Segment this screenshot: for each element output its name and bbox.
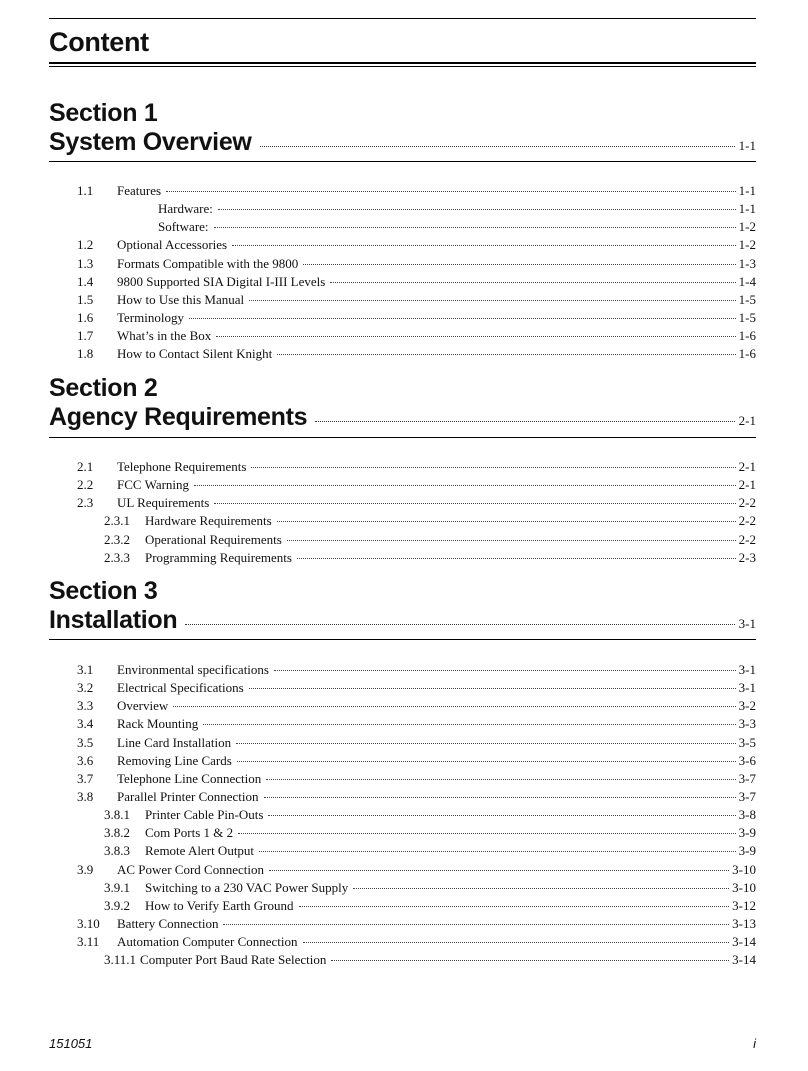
toc-entry-number: 2.3.2 — [104, 531, 130, 547]
toc-entry[interactable] — [0, 734, 808, 752]
dot-leader — [218, 209, 736, 210]
toc-entry-title: Electrical Specifications — [117, 680, 244, 696]
section-2-title: Agency Requirements — [49, 403, 308, 431]
dot-leader — [173, 706, 735, 707]
dot-leader — [166, 191, 736, 192]
dot-leader — [268, 815, 735, 816]
toc-entry-line — [145, 531, 756, 549]
toc-entry-number: 3.9 — [77, 861, 94, 877]
dot-leader — [299, 906, 730, 907]
dot-leader — [269, 870, 729, 871]
toc-entry[interactable] — [0, 842, 808, 860]
toc-entry-page: 1-1 — [738, 201, 756, 217]
toc-entry-title: Switching to a 230 VAC Power Supply — [145, 879, 349, 895]
toc-entry-page: 3-1 — [738, 680, 756, 696]
toc-entry-page: 3-10 — [732, 861, 756, 877]
dot-leader — [238, 833, 736, 834]
toc-entry-line — [117, 933, 756, 951]
toc-entry-page: 1-5 — [738, 291, 756, 307]
toc-entry[interactable] — [0, 476, 808, 494]
dot-leader — [297, 558, 736, 559]
toc-entry-number: 1.5 — [77, 291, 94, 307]
toc-entry-title: How to Use this Manual — [117, 291, 245, 307]
dot-leader — [251, 467, 735, 468]
toc-entry-page: 2-2 — [738, 531, 756, 547]
toc-entry-title: Computer Port Baud Rate Selection — [140, 952, 327, 968]
toc-entry-page: 3-9 — [738, 843, 756, 859]
dot-leader — [249, 300, 736, 301]
title-double-rule — [49, 62, 756, 67]
toc-entry[interactable] — [0, 255, 808, 273]
toc-entry[interactable] — [0, 897, 808, 915]
toc-entry-number: 3.9.1 — [104, 879, 130, 895]
toc-entry[interactable] — [0, 458, 808, 476]
toc-entry[interactable] — [0, 218, 808, 236]
dot-leader — [259, 851, 736, 852]
toc-entry-number: 3.10 — [77, 915, 100, 931]
toc-entry-line — [158, 218, 756, 236]
toc-entry-line — [117, 255, 756, 273]
section-3-entries — [0, 661, 808, 969]
section-3-page: 3-1 — [738, 616, 756, 631]
toc-entry-number: 1.6 — [77, 309, 94, 325]
toc-entry-title: Optional Accessories — [117, 237, 228, 253]
dot-leader — [189, 318, 736, 319]
dot-leader — [274, 670, 736, 671]
toc-entry-title: Parallel Printer Connection — [117, 788, 259, 804]
toc-entry-title: Removing Line Cards — [117, 752, 232, 768]
toc-entry-number: 3.3 — [77, 698, 94, 714]
toc-entry-line — [117, 494, 756, 512]
toc-entry-number: 1.7 — [77, 328, 94, 344]
dot-leader — [315, 421, 734, 422]
toc-entry-page: 1-2 — [738, 219, 756, 235]
toc-entry-number: 1.3 — [77, 255, 94, 271]
section-2-entries — [0, 458, 808, 567]
toc-entry-page: 2-1 — [738, 459, 756, 474]
toc-entry-line — [117, 273, 756, 291]
toc-entry[interactable] — [0, 824, 808, 842]
toc-entry-page: 2-1 — [738, 477, 756, 493]
toc-entry-number: 3.8.2 — [104, 825, 130, 841]
toc-entry-line — [117, 715, 756, 733]
toc-entry-page: 1-6 — [738, 328, 756, 344]
toc-entry-line — [117, 236, 756, 254]
toc-entry-title: Automation Computer Connection — [117, 934, 298, 950]
toc-entry[interactable] — [0, 327, 808, 345]
toc-entry[interactable] — [0, 531, 808, 549]
dot-leader — [331, 960, 729, 961]
toc-entry[interactable] — [0, 512, 808, 530]
toc-entry-title: Battery Connection — [117, 915, 219, 931]
toc-entry-page: 2-2 — [738, 495, 756, 511]
toc-entry-line — [117, 309, 756, 327]
dot-leader — [216, 336, 735, 337]
toc-entry-title: FCC Warning — [117, 477, 190, 493]
dot-leader — [266, 779, 735, 780]
toc-entry-title: 9800 Supported SIA Digital I-III Levels — [117, 273, 326, 289]
toc-entry-title: Telephone Requirements — [117, 459, 247, 474]
toc-entry[interactable] — [0, 291, 808, 309]
section-1-title: System Overview — [49, 128, 252, 156]
dot-leader — [287, 540, 736, 541]
toc-entry[interactable] — [0, 770, 808, 788]
toc-entry-line — [145, 806, 756, 824]
toc-entry[interactable] — [0, 679, 808, 697]
toc-entry[interactable] — [0, 236, 808, 254]
toc-entry[interactable] — [0, 788, 808, 806]
section-3-rule — [49, 639, 756, 640]
toc-entry-number: 3.1 — [77, 662, 94, 677]
toc-entry[interactable] — [0, 752, 808, 770]
toc-entry-line — [117, 182, 756, 200]
toc-entry-number: 1.1 — [77, 183, 94, 198]
toc-entry-page: 2-3 — [738, 549, 756, 565]
toc-entry-title: Rack Mounting — [117, 716, 199, 732]
toc-entry-number: 3.6 — [77, 752, 94, 768]
dot-leader — [185, 624, 734, 625]
toc-entry-number: 3.8.1 — [104, 807, 130, 823]
toc-entry-line — [117, 788, 756, 806]
toc-entry-number: 3.5 — [77, 734, 94, 750]
toc-entry-page: 3-8 — [738, 807, 756, 823]
toc-entry-page: 3-6 — [738, 752, 756, 768]
toc-entry[interactable] — [0, 951, 808, 969]
toc-entry-number: 1.8 — [77, 346, 94, 362]
section-2-rule — [49, 437, 756, 438]
toc-entry-title: How to Verify Earth Ground — [145, 897, 294, 913]
toc-entry-page: 3-3 — [738, 716, 756, 732]
toc-entry-title: AC Power Cord Connection — [117, 861, 264, 877]
toc-entry-number: 2.3.3 — [104, 549, 130, 565]
toc-entry-title: Hardware: — [158, 201, 213, 217]
section-3-label: Section 3 — [49, 577, 158, 605]
toc-entry-number: 2.1 — [77, 459, 94, 474]
toc-entry-number: 3.4 — [77, 716, 94, 732]
toc-entry-title: Overview — [117, 698, 169, 714]
toc-entry-line — [117, 861, 756, 879]
toc-entry-title: How to Contact Silent Knight — [117, 346, 273, 362]
toc-entry-title: Software: — [158, 219, 209, 235]
toc-entry-title: Operational Requirements — [145, 531, 282, 547]
dot-leader — [237, 761, 736, 762]
toc-entry[interactable] — [0, 861, 808, 879]
page-number: i — [753, 1036, 756, 1051]
page-title: Content — [49, 27, 149, 57]
toc-entry-line — [104, 951, 756, 969]
toc-entry-page: 3-14 — [732, 952, 756, 968]
toc-entry[interactable] — [0, 549, 808, 567]
toc-entry-title: Terminology — [117, 309, 184, 325]
toc-entry-page: 3-1 — [738, 662, 756, 677]
toc-entry-line — [145, 512, 756, 530]
section-1-heading[interactable] — [49, 127, 756, 157]
toc-entry-line — [117, 661, 756, 679]
dot-leader — [353, 888, 729, 889]
toc-entry[interactable] — [0, 309, 808, 327]
toc-entry-number: 3.9.2 — [104, 897, 130, 913]
toc-entry-page: 3-5 — [738, 734, 756, 750]
toc-entry-line — [117, 476, 756, 494]
toc-entry-page: 2-2 — [738, 513, 756, 529]
toc-entry-title: Programming Requirements — [145, 549, 292, 565]
toc-entry-number: 2.3 — [77, 495, 94, 511]
toc-entry-title: Remote Alert Output — [145, 843, 255, 859]
toc-entry-line — [117, 458, 756, 476]
toc-entry-title: Line Card Installation — [117, 734, 232, 750]
toc-entry[interactable] — [0, 933, 808, 951]
toc-entry-page: 3-10 — [732, 879, 756, 895]
dot-leader — [264, 797, 736, 798]
toc-entry[interactable] — [0, 661, 808, 679]
toc-entry-page: 3-12 — [732, 897, 756, 913]
toc-entry-page: 3-7 — [738, 770, 756, 786]
toc-entry-page: 3-2 — [738, 698, 756, 714]
dot-leader — [232, 245, 736, 246]
section-1-entries — [0, 182, 808, 363]
toc-entry-number: 2.3.1 — [104, 513, 130, 529]
toc-entry-number: 1.2 — [77, 237, 94, 253]
section-3-title: Installation — [49, 606, 178, 634]
toc-entry-number: 3.7 — [77, 770, 94, 786]
dot-leader — [330, 282, 735, 283]
toc-entry-page: 1-4 — [738, 273, 756, 289]
toc-entry-title: Printer Cable Pin-Outs — [145, 807, 264, 823]
dot-leader — [277, 354, 735, 355]
toc-entry-title: Formats Compatible with the 9800 — [117, 255, 299, 271]
toc-entry-title: Telephone Line Connection — [117, 770, 262, 786]
section-2-label: Section 2 — [49, 374, 158, 402]
section-1-label: Section 1 — [49, 99, 158, 127]
toc-entry-number: 3.11 — [77, 934, 100, 950]
section-2-page: 2-1 — [738, 413, 756, 428]
toc-entry-page: 1-6 — [738, 346, 756, 362]
toc-entry-line — [145, 897, 756, 915]
dot-leader — [214, 503, 735, 504]
toc-entry[interactable] — [0, 806, 808, 824]
toc-entry[interactable] — [0, 345, 808, 363]
dot-leader — [260, 146, 735, 147]
toc-entry-line — [145, 879, 756, 897]
toc-entry[interactable] — [0, 273, 808, 291]
toc-entry-line — [117, 734, 756, 752]
toc-entry-line — [117, 752, 756, 770]
toc-entry-title: What’s in the Box — [117, 328, 212, 344]
dot-leader — [277, 521, 736, 522]
toc-entry-title: UL Requirements — [117, 495, 210, 511]
dot-leader — [249, 688, 736, 689]
section-1-rule — [49, 161, 756, 162]
toc-entry-line — [117, 291, 756, 309]
toc-entry-page: 3-7 — [738, 788, 756, 804]
toc-entry-number: 3.8 — [77, 788, 94, 804]
top-rule — [49, 18, 756, 19]
toc-entry-page: 1-3 — [738, 255, 756, 271]
section-3-heading[interactable] — [49, 605, 756, 635]
toc-entry-line — [145, 824, 756, 842]
dot-leader — [303, 264, 735, 265]
toc-entry-line — [145, 842, 756, 860]
toc-entry[interactable] — [0, 879, 808, 897]
toc-entry-page: 3-9 — [738, 825, 756, 841]
toc-entry[interactable] — [0, 494, 808, 512]
doc-number: 151051 — [49, 1036, 93, 1051]
toc-entry-page: 3-13 — [732, 915, 756, 931]
dot-leader — [203, 724, 735, 725]
toc-entry-number: 3.11.1 — [104, 952, 137, 968]
toc-entry[interactable] — [0, 715, 808, 733]
toc-entry-number: 3.2 — [77, 680, 94, 696]
toc-entry-number: 3.8.3 — [104, 843, 130, 859]
toc-entry-page: 1-2 — [738, 237, 756, 253]
dot-leader — [214, 227, 736, 228]
toc-entry-title: Features — [117, 183, 162, 198]
toc-entry-line — [117, 697, 756, 715]
toc-entry-line — [117, 345, 756, 363]
toc-entry-line — [117, 915, 756, 933]
toc-entry-line — [117, 327, 756, 345]
toc-entry[interactable] — [0, 697, 808, 715]
section-2-heading[interactable] — [49, 402, 756, 432]
section-1-page: 1-1 — [738, 138, 756, 153]
toc-entry[interactable] — [0, 915, 808, 933]
dot-leader — [194, 485, 736, 486]
toc-entry-number: 2.2 — [77, 477, 94, 493]
toc-entry-title: Com Ports 1 & 2 — [145, 825, 234, 841]
toc-entry-number: 1.4 — [77, 273, 94, 289]
toc-entry-page: 3-14 — [732, 934, 756, 950]
toc-entry-line — [158, 200, 756, 218]
toc-entry[interactable] — [0, 182, 808, 200]
toc-entry-page: 1-5 — [738, 309, 756, 325]
toc-entry-line — [145, 549, 756, 567]
toc-entry-title: Hardware Requirements — [145, 513, 272, 529]
dot-leader — [236, 743, 736, 744]
dot-leader — [223, 924, 729, 925]
toc-entry-line — [117, 679, 756, 697]
toc-entry-page: 1-1 — [738, 183, 756, 198]
toc-entry-title: Environmental specifications — [117, 662, 269, 677]
toc-entry[interactable] — [0, 200, 808, 218]
dot-leader — [303, 942, 730, 943]
toc-entry-line — [117, 770, 756, 788]
